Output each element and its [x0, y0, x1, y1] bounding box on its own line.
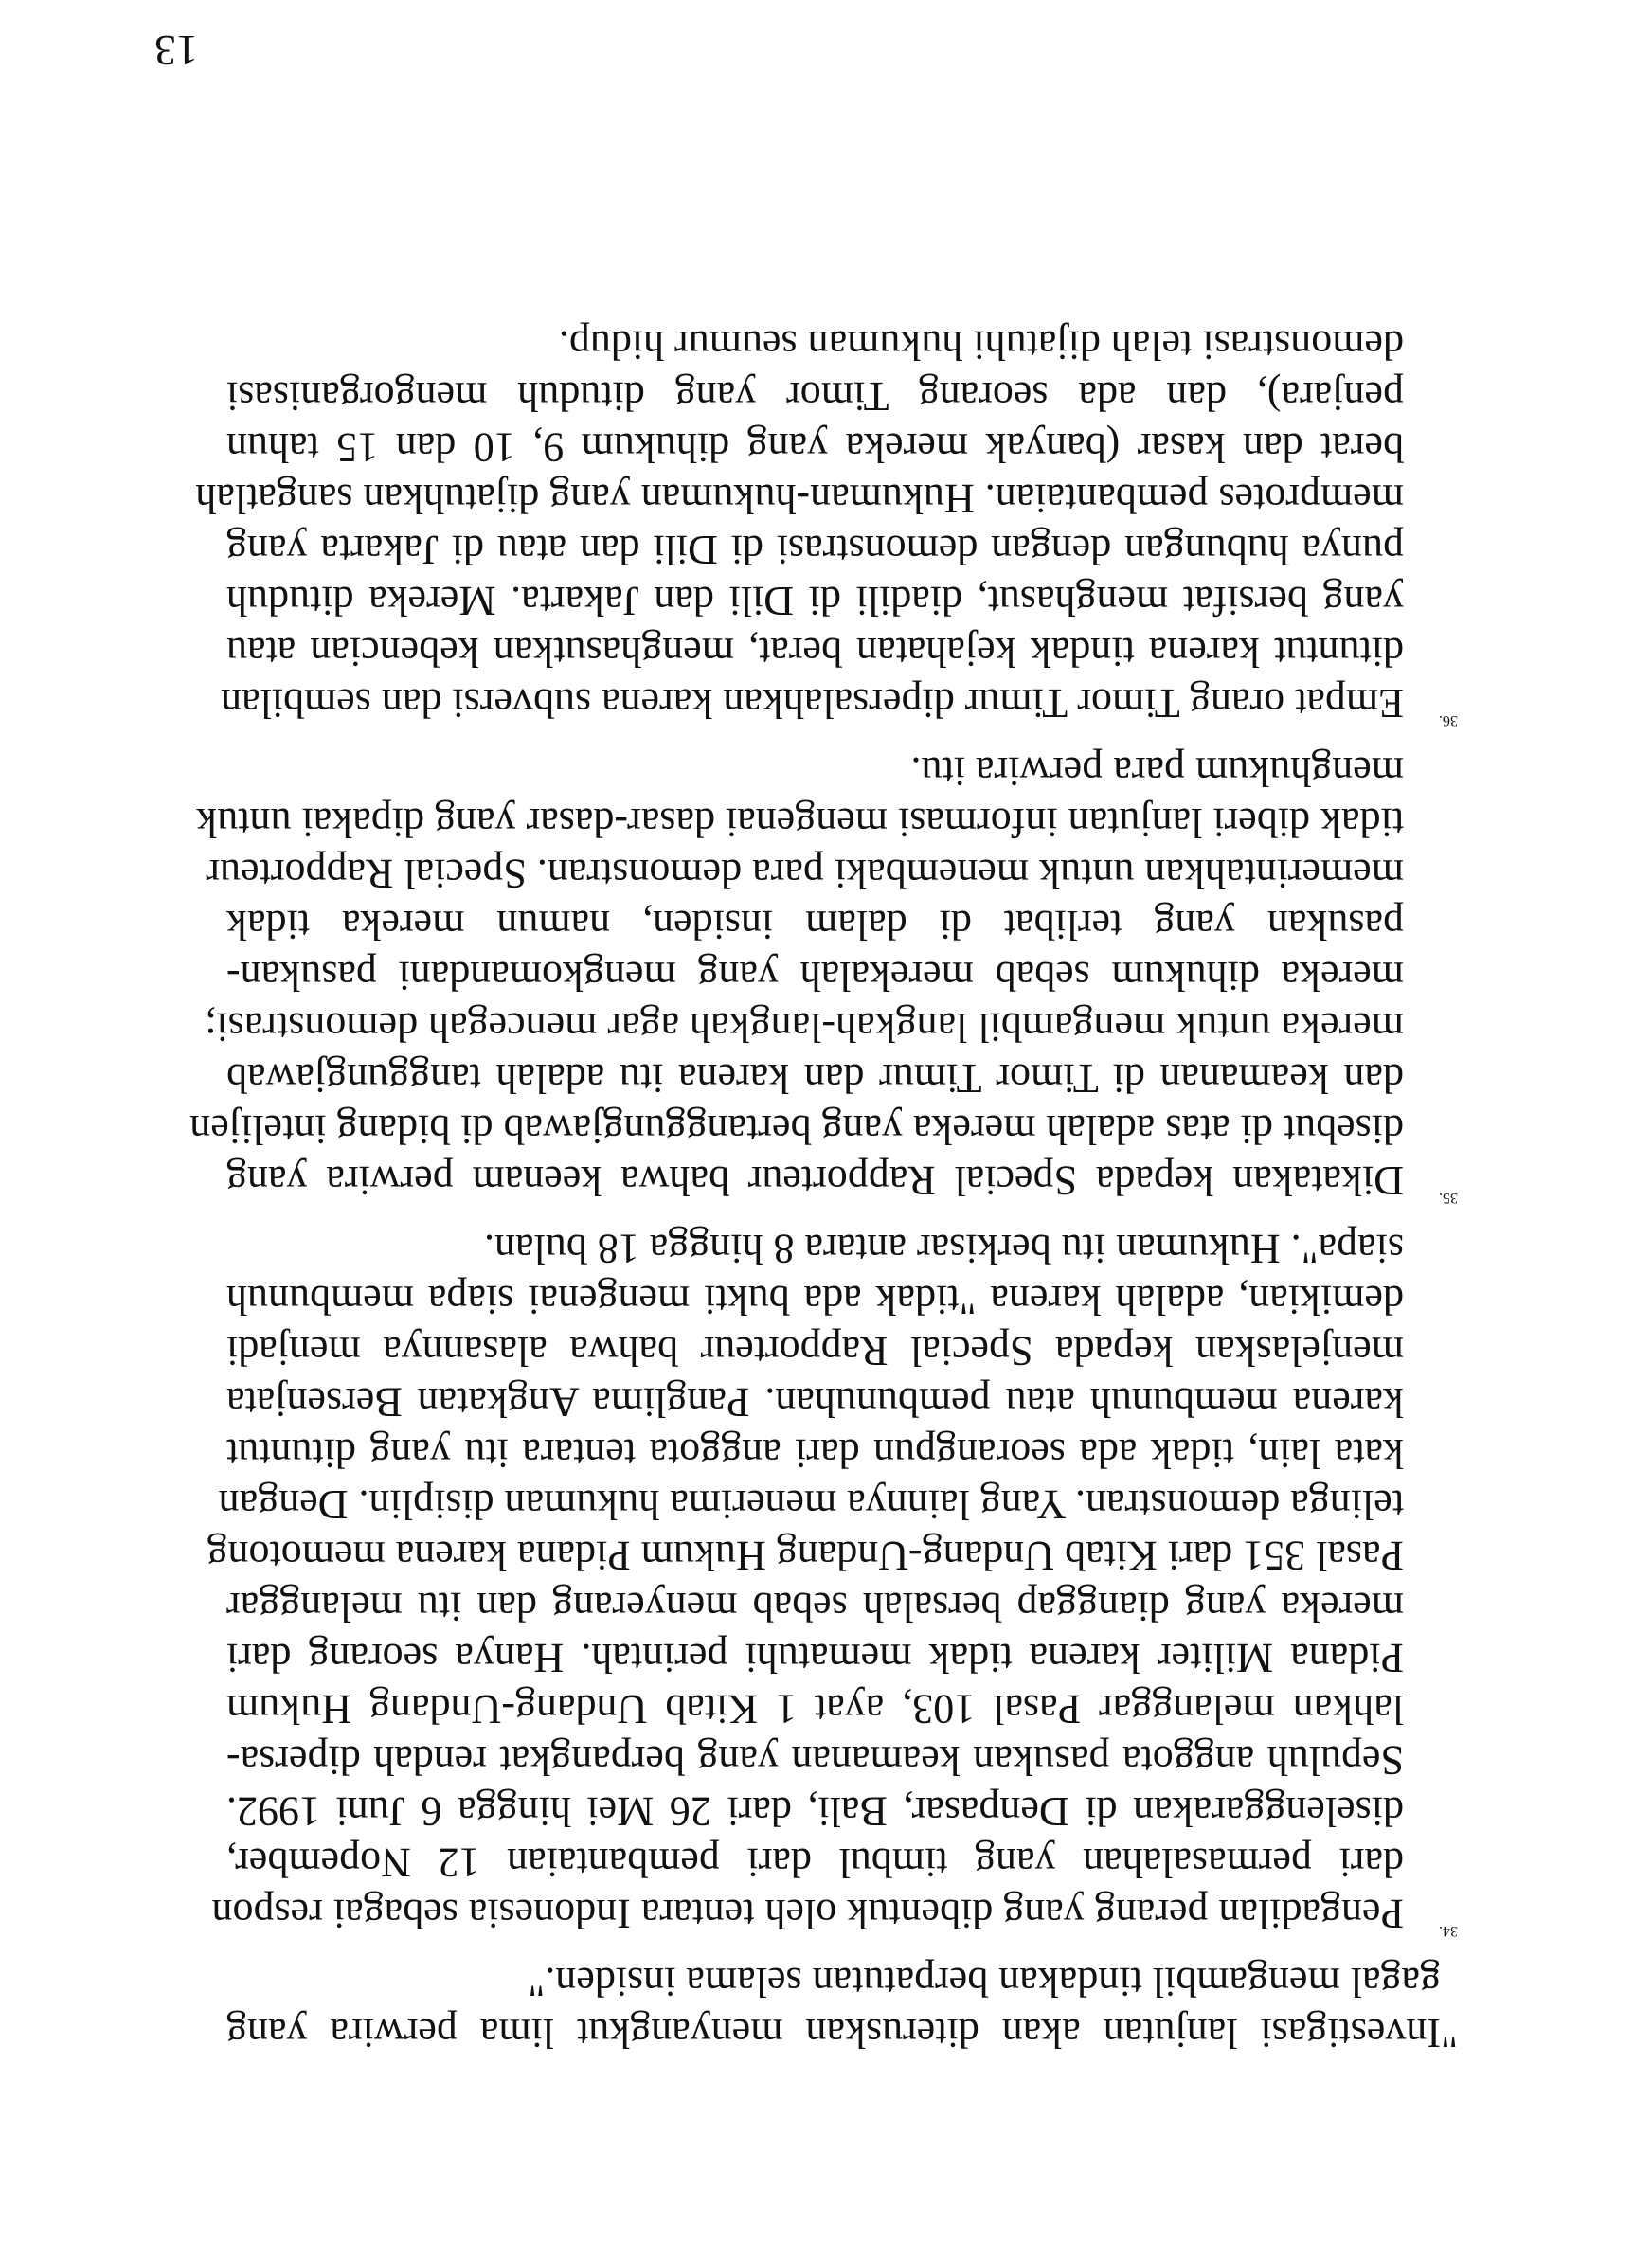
text-line: kata lain, tidak ada seorangpun dari anggota tentara itu yang dituntut	[226, 1430, 1404, 1477]
text-line: memprotes pembantaian. Hukuman-hukuman yang dijatuhkan sangatlah	[195, 476, 1404, 522]
paragraph-quote	[226, 1956, 1458, 2058]
text-line: dan keamanan di Timor Timur dan karena itu adalah tanggungjawab	[226, 1055, 1404, 1102]
text-line: disebut di atas adalah mereka yang bertanggungjawab di bidang intelijen	[189, 1106, 1404, 1153]
text-line: Empat orang Timor Timur dipersalahkan karena subversi dan sembilan	[221, 680, 1404, 727]
page-body	[189, 319, 1458, 2058]
text-line: punya hubungan dengan demonstrasi di Dili dan atau di Jakarta yang	[226, 527, 1404, 573]
text-line: memerintahkan untuk menembaki para demonstran. Special Rapporteur	[206, 851, 1404, 897]
text-line: Pidana Militer karena tidak mematuhi perintah. Hanya seorang dari	[226, 1635, 1404, 1681]
text-line: Pasal 351 dari Kitab Undang-Undang Hukum Pidana karena memotong	[206, 1533, 1404, 1579]
text-line: dituntut karena tindak kejahatan berat, menghasutkan kebencian atau	[226, 629, 1404, 675]
text-line: pasukan yang terlibat di dalam insiden, namun mereka tidak	[226, 902, 1404, 948]
text-line: gagal mengambil tindakan berpatutan selama insiden."	[528, 1959, 1441, 2005]
text-line: "Investigasi lanjutan akan diteruskan menyangkut lima perwira yang	[226, 2010, 1458, 2056]
text-line: yang bersifat menghasut, diadili di Dili dan Jakarta. Mereka dituduh	[226, 578, 1404, 624]
paragraph-number: 34.	[1439, 1923, 1458, 1939]
text-line: siapa". Hukuman itu berkisar antara 8 hingga 18 bulan.	[483, 1226, 1404, 1272]
paragraph-36	[195, 319, 1458, 728]
text-line: mereka yang dianggap bersalah sebab menyerang dan itu melanggar	[226, 1584, 1404, 1630]
text-line: penjara), dan ada seorang Timor yang dituduh mengorganisasi	[226, 373, 1404, 420]
text-line: lahkan melanggar Pasal 103, ayat 1 Kitab Undang-Undang Hukum	[226, 1686, 1404, 1732]
paragraph-number: 35.	[1439, 1190, 1458, 1206]
text-line: telinga demonstran. Yang lainnya menerima hukuman disiplin. Dengan	[218, 1481, 1404, 1528]
text-line: Sepuluh anggota pasukan keamanan yang berpangkat rendah dipersa-	[226, 1737, 1404, 1784]
paragraph-35	[189, 745, 1458, 1206]
text-line: mereka dihukum sebab merekalah yang mengkomandani pasukan-	[226, 953, 1404, 999]
text-line: tidak diberi lanjutan informasi mengenai dasar-dasar yang dipakai untuk	[196, 799, 1404, 846]
text-line: menghukum para perwira itu.	[910, 748, 1404, 795]
page-number: 13	[154, 27, 198, 75]
text-line: mereka untuk mengambil langkah-langkah agar mencegah demonstrasi;	[205, 1004, 1404, 1050]
text-line: karena membunuh atau pembunuhan. Panglima Angkatan Bersenjata	[226, 1379, 1404, 1426]
text-line: demonstrasi telah dijatuhi hukuman seumur hidup.	[558, 322, 1404, 368]
text-line: berat dan kasar (banyak mereka yang dihukum 9, 10 dan 15 tahun	[226, 424, 1404, 471]
paragraph-34	[206, 1223, 1458, 1939]
text-line: diselenggarakan di Denpasar, Bali, dari 26 Mei hingga 6 Juni 1992.	[226, 1788, 1404, 1835]
paragraph-number: 36.	[1439, 712, 1458, 728]
text-line: menjelaskan kepada Special Rapporteur bahwa alasannya menjadi	[226, 1328, 1404, 1374]
text-line: dari permasalahan yang timbul dari pembantaian 12 Nopember,	[226, 1839, 1404, 1886]
text-line: Dikatakan kepada Special Rapporteur bahwa keenam perwira yang	[226, 1157, 1404, 1204]
text-line: demikian, adalah karena "tidak ada bukti mengenai siapa membunuh	[226, 1277, 1404, 1323]
text-line: Pengadilan perang yang dibentuk oleh tentara Indonesia sebagai respon	[211, 1891, 1404, 1937]
